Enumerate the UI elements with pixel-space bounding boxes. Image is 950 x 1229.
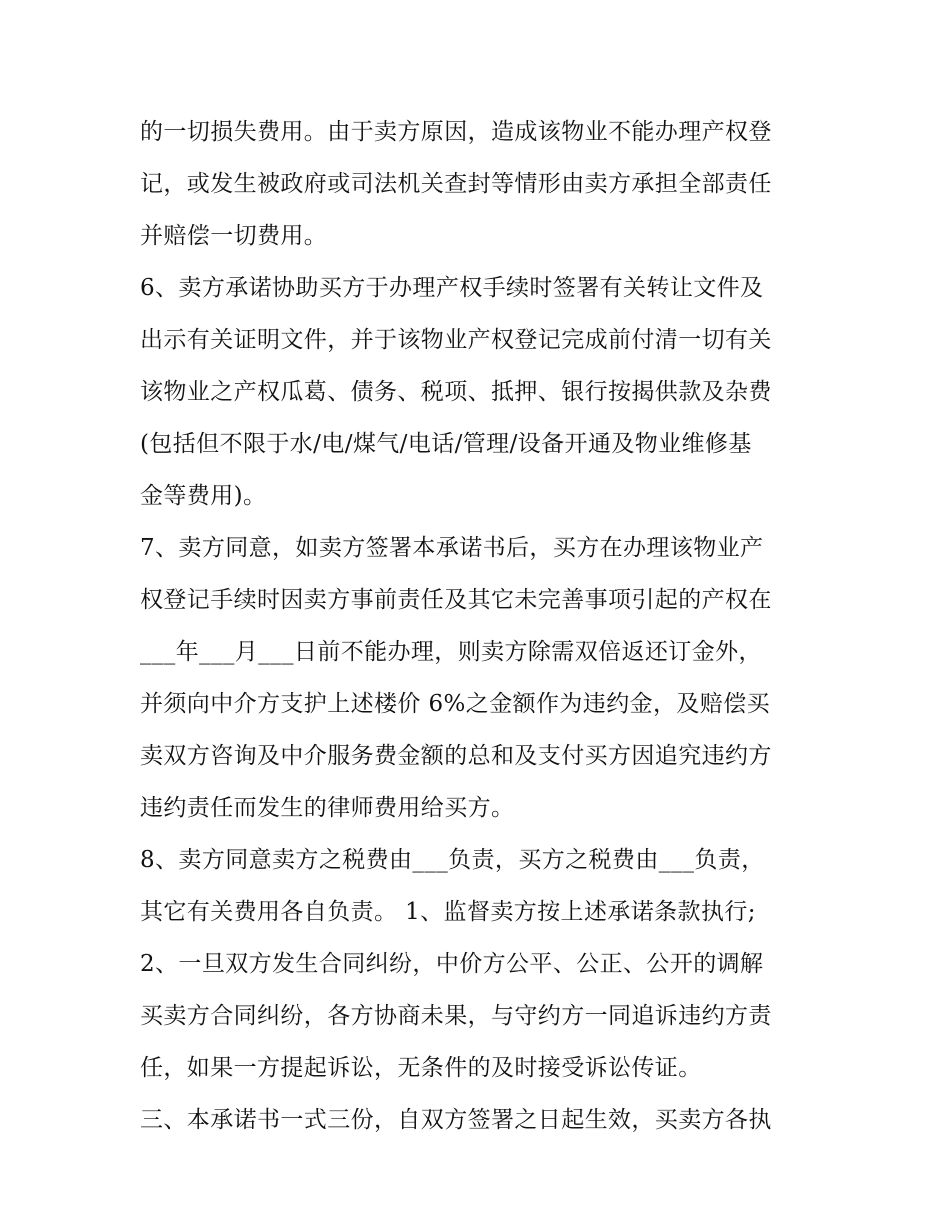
text-line: (包括但不限于水/电/煤气/电话/管理/设备开通及物业维修基 <box>140 431 752 457</box>
text-line: 8、卖方同意卖方之税费由___负责，买方之税费由___负责， <box>140 847 765 873</box>
text-line: 任，如果一方提起诉讼，无条件的及时接受诉讼传证。 <box>140 1055 702 1081</box>
text-line: 7、卖方同意，如卖方签署本承诺书后，买方在办理该物业产 <box>140 535 764 561</box>
text-line: 并须向中介方支护上述楼价 6%之金额作为违约金，及赔偿买 <box>140 691 770 717</box>
document-body <box>140 106 820 1146</box>
text-line: 违约责任而发生的律师费用给买方。 <box>140 795 515 821</box>
text-line: 出示有关证明文件，并于该物业产权登记完成前付清一切有关 <box>140 327 772 353</box>
text-line: 其它有关费用各自负责。 1、监督卖方按上述承诺条款执行; <box>140 899 756 925</box>
text-line: 三、本承诺书一式三份，自双方签署之日起生效，买卖方各执 <box>140 1107 772 1133</box>
text-line: 2、一旦双方发生合同纠纷，中价方公平、公正、公开的调解 <box>140 951 764 977</box>
text-line: 金等费用)。 <box>140 483 267 509</box>
text-line: 的一切损失费用。由于卖方原因，造成该物业不能办理产权登 <box>140 119 772 145</box>
text-line: ___年___月___日前不能办理，则卖方除需双倍返还订金外， <box>140 639 762 665</box>
text-line: 6、卖方承诺协助买方于办理产权手续时签署有关转让文件及 <box>140 275 764 301</box>
text-line: 并赔偿一切费用。 <box>140 223 328 249</box>
text-line: 该物业之产权瓜葛、债务、税项、抵押、银行按揭供款及杂费 <box>140 379 772 405</box>
text-line: 权登记手续时因卖方事前责任及其它未完善事项引起的产权在 <box>140 587 772 613</box>
text-line: 买卖方合同纠纷，各方协商未果，与守约方一同追诉违约方责 <box>140 1003 772 1029</box>
text-line: 记，或发生被政府或司法机关查封等情形由卖方承担全部责任 <box>140 171 772 197</box>
text-line: 卖双方咨询及中介服务费金额的总和及支付买方因追究违约方 <box>140 743 772 769</box>
